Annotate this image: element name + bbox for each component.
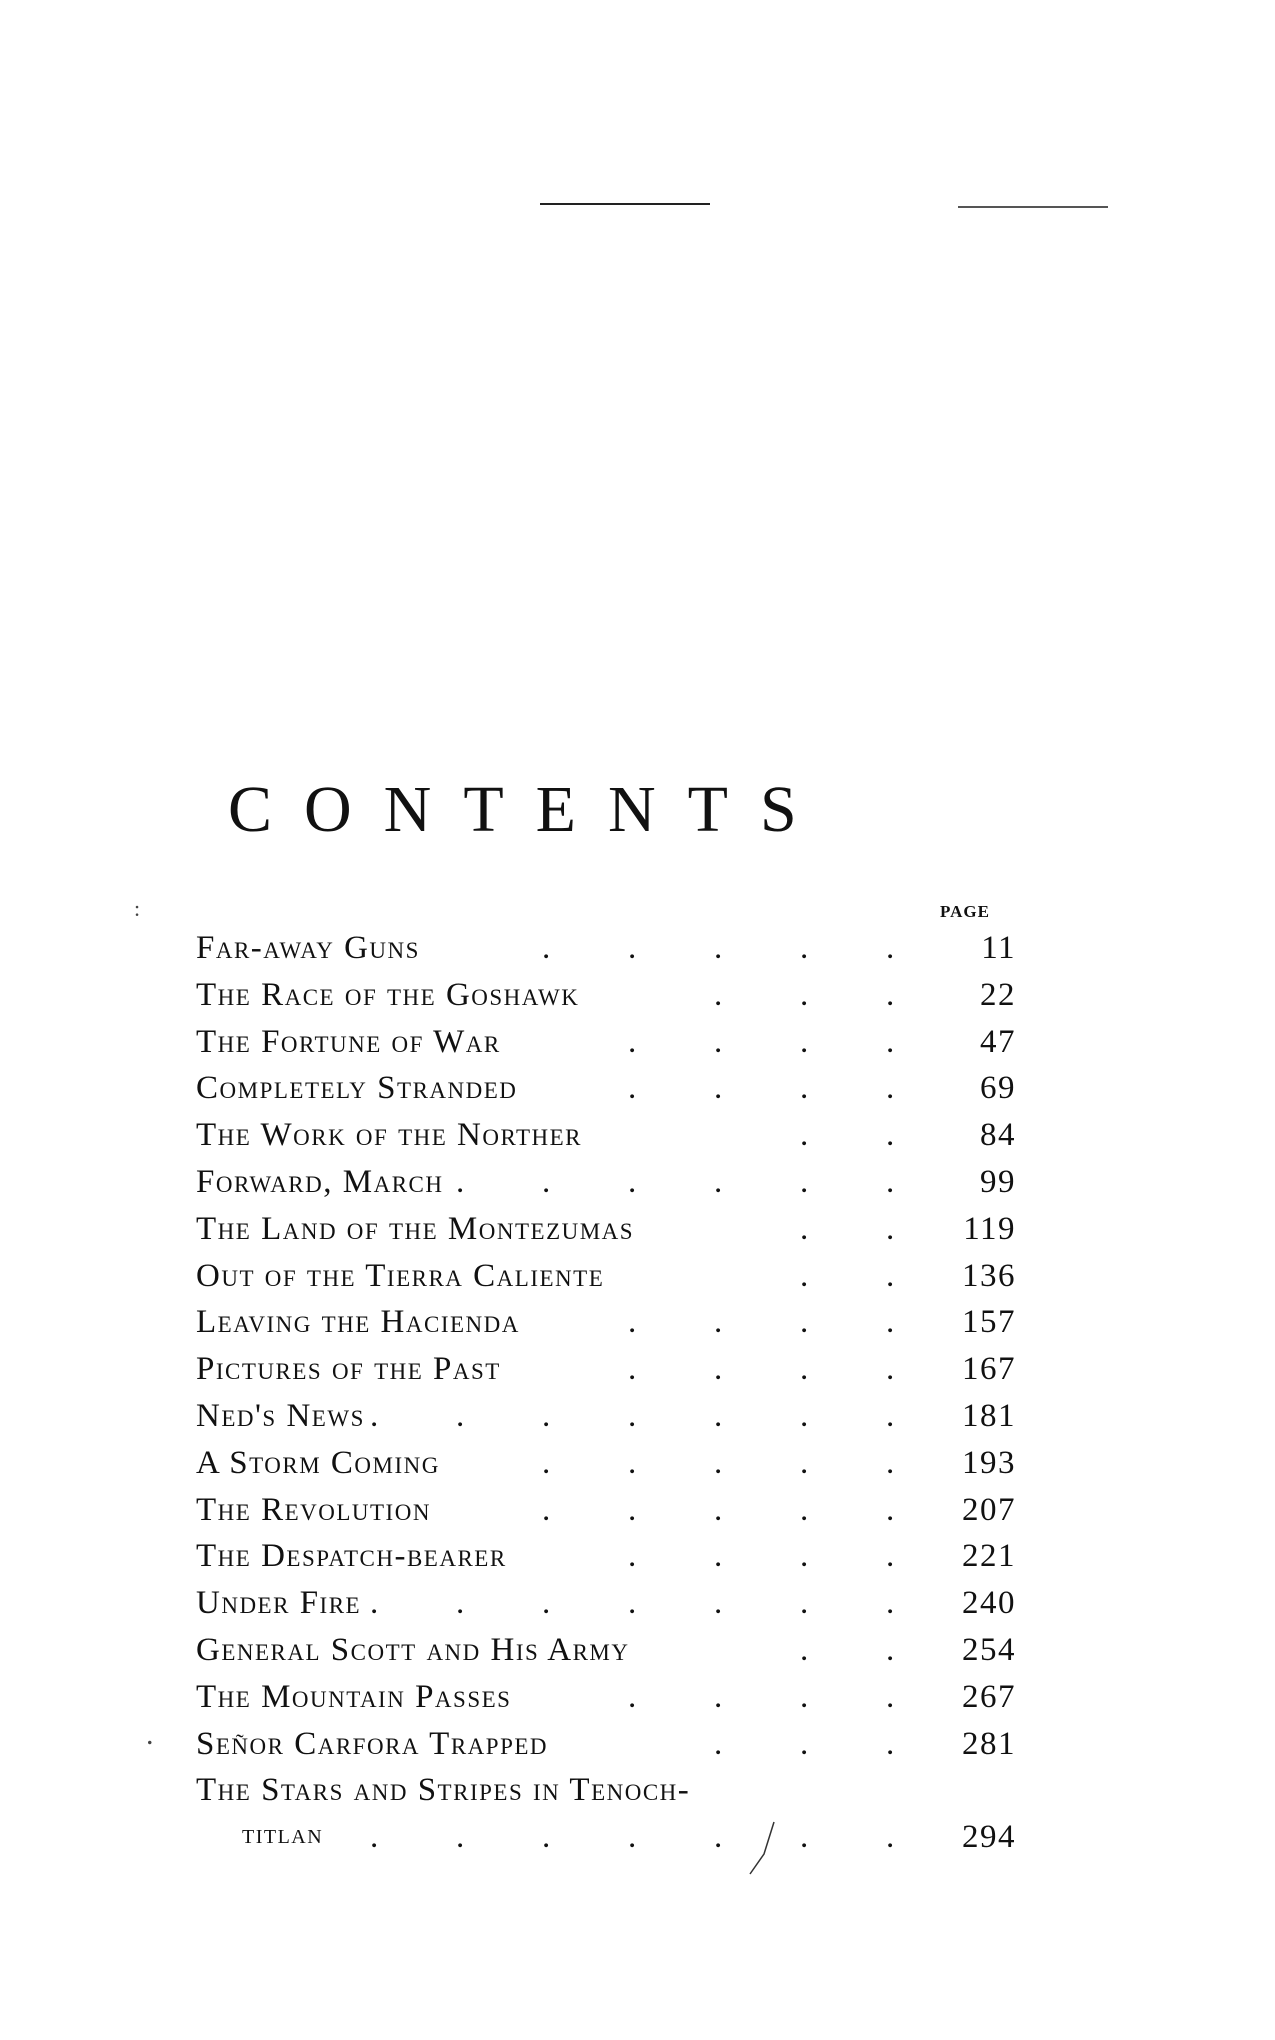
toc-entry-page: 167 [962,1351,1016,1388]
page-column-label: PAGE [940,902,990,921]
top-rule-right [958,206,1108,208]
leader-dot: . [628,1163,638,1200]
leader-dot: . [370,1819,380,1856]
toc-entry-page: 99 [980,1163,1016,1200]
leader-dot: . [800,930,810,966]
leader-dot: . [886,930,896,966]
toc-entry[interactable] [196,1585,1016,1632]
toc-entry-title: Far-away Guns [196,930,420,966]
leader-dot: . [714,1351,724,1388]
leader-dot: . [628,1491,638,1528]
leader-dot: . [886,1210,896,1247]
toc-entry[interactable] [196,1070,1016,1117]
toc-entry-page: 281 [962,1725,1016,1762]
leader-dot: . [886,1538,896,1575]
leader-dot: . [714,1444,724,1481]
leader-dot: . [800,1397,810,1434]
toc-entry-page: 294 [962,1819,1016,1856]
leader-dot: . [628,1585,638,1622]
toc-entry[interactable] [196,1772,1016,1819]
toc-entry[interactable] [196,1632,1016,1679]
leader-dot: . [628,1538,638,1575]
toc-entry-title: Under Fire [196,1585,362,1622]
toc-entry-page: 221 [962,1538,1016,1575]
leader-dot: . [628,1351,638,1388]
leader-dot: . [628,1397,638,1434]
toc-entry-page: 157 [962,1304,1016,1341]
leader-dot: . [714,1023,724,1060]
leader-dot: . [628,930,638,966]
leader-dot: . [886,1491,896,1528]
leader-dot: . [714,1070,724,1107]
leader-dot: . [886,1070,896,1107]
toc-entry[interactable] [196,1398,1016,1445]
leader-dot: . [628,1070,638,1107]
contents-title: CONTENTS [228,773,829,846]
toc-entry-title: Forward, March [196,1163,444,1200]
toc-entry-title: Completely Stranded [196,1070,518,1107]
leader-dot: . [800,1725,810,1762]
leader-dot: . [542,1397,552,1434]
leader-dot: . [714,1678,724,1715]
toc-entry-title: Señor Carfora Trapped [196,1725,549,1762]
leader-dot: . [800,1631,810,1668]
leader-dot: . [714,1163,724,1200]
toc-entry[interactable] [196,1492,1016,1539]
toc-entry-page: 47 [980,1023,1016,1060]
toc-entry-page: 181 [962,1397,1016,1434]
toc-entry[interactable] [196,1679,1016,1726]
toc-entry-title: The Work of the Norther [196,1117,582,1154]
leader-dot: . [800,1163,810,1200]
toc-entry-title: The Stars and Stripes in Tenoch- [196,1772,691,1809]
leader-dot: . [456,1163,466,1200]
leader-dot: . [800,1538,810,1575]
leader-dot: . [370,1585,380,1622]
leader-dot: . [886,1444,896,1481]
leader-dot: . [800,976,810,1013]
leader-dot: . [714,976,724,1013]
toc-entry[interactable] [196,1024,1016,1071]
toc-entry-page: 69 [980,1070,1016,1107]
toc-entry-page: 11 [981,930,1016,966]
toc-entry-title: Leaving the Hacienda [196,1304,520,1341]
leader-dot: . [800,1117,810,1154]
leader-dot: . [886,1397,896,1434]
leader-dot: . [800,1678,810,1715]
toc-entry[interactable] [196,1117,1016,1164]
handwritten-slash-mark [744,1818,784,1878]
toc-entry[interactable] [196,1164,1016,1211]
leader-dot: . [886,1117,896,1154]
toc-entry[interactable] [196,1211,1016,1258]
leader-dot: . [714,1304,724,1341]
leader-dot: . [886,1163,896,1200]
leader-dot: . [542,1585,552,1622]
leader-dot: . [456,1585,466,1622]
leader-dot: . [886,1304,896,1341]
leader-dot: . [800,1257,810,1294]
toc-entry[interactable] [196,1351,1016,1398]
leader-dot: . [800,1819,810,1856]
toc-entry-page: 193 [962,1444,1016,1481]
leader-dot: . [886,1631,896,1668]
leader-dot: . [628,1304,638,1341]
toc-entry[interactable] [196,1445,1016,1492]
toc-entry-title: Pictures of the Past [196,1351,501,1388]
leader-dot: . [542,1819,552,1856]
toc-entry-title: Out of the Tierra Caliente [196,1257,605,1294]
leader-dot: . [886,1678,896,1715]
top-rule-left [540,203,710,205]
leader-dot: . [800,1585,810,1622]
leader-dot: . [456,1819,466,1856]
toc-entry[interactable] [196,1258,1016,1305]
stray-mark-dot: . [146,1718,154,1751]
leader-dot: . [628,1444,638,1481]
leader-dot: . [886,976,896,1013]
toc-entry-page: 254 [962,1631,1016,1668]
toc-entry-title: The Fortune of War [196,1023,501,1060]
toc-entry-continuation[interactable] [196,1819,1016,1866]
leader-dot: . [800,1304,810,1341]
leader-dot: . [800,1023,810,1060]
leader-dot: . [456,1397,466,1434]
toc-entry-title: The Land of the Montezumas [196,1210,635,1247]
toc-entry[interactable] [196,1538,1016,1585]
toc-entry-title: A Storm Coming [196,1444,440,1481]
toc-entry-page: 136 [962,1257,1016,1294]
leader-dot: . [800,1491,810,1528]
leader-dot: . [542,1444,552,1481]
table-of-contents [196,930,1016,1866]
leader-dot: . [542,1491,552,1528]
toc-entry-title: The Mountain Passes [196,1678,512,1715]
leader-dot: . [800,1351,810,1388]
leader-dot: . [714,1538,724,1575]
toc-entry-page: 84 [980,1117,1016,1154]
toc-entry[interactable] [196,1726,1016,1773]
leader-dot: . [800,1210,810,1247]
leader-dot: . [800,1444,810,1481]
leader-dot: . [886,1023,896,1060]
toc-entry-title: The Despatch-bearer [196,1538,507,1575]
toc-entry[interactable] [196,977,1016,1024]
leader-dot: . [886,1351,896,1388]
toc-entry-title: The Revolution [196,1491,431,1528]
toc-entry-title: General Scott and His Army [196,1631,630,1668]
toc-entry-page: 240 [962,1585,1016,1622]
leader-dot: . [628,1819,638,1856]
leader-dot: . [714,1397,724,1434]
leader-dot: . [714,1491,724,1528]
leader-dot: . [542,1163,552,1200]
leader-dot: . [542,930,552,966]
leader-dot: . [886,1257,896,1294]
toc-entry-page: 207 [962,1491,1016,1528]
leader-dot: . [714,1585,724,1622]
leader-dot: . [714,930,724,966]
leader-dot: . [628,1023,638,1060]
leader-dot: . [370,1397,380,1434]
toc-entry-title: The Race of the Goshawk [196,976,580,1013]
leader-dot: . [800,1070,810,1107]
stray-mark-colon: : [134,896,141,921]
leader-dot: . [714,1819,724,1856]
toc-entry-page: 267 [962,1678,1016,1715]
leader-dot: . [714,1725,724,1762]
leader-dot: . [886,1819,896,1856]
toc-entry-title: titlan [242,1819,324,1851]
leader-dot: . [886,1725,896,1762]
toc-entry-page: 22 [980,976,1016,1013]
toc-entry-page: 119 [963,1210,1016,1247]
toc-entry-title: Ned's News [196,1397,365,1434]
leader-dot: . [886,1585,896,1622]
leader-dot: . [628,1678,638,1715]
toc-entry[interactable] [196,930,1016,977]
toc-entry[interactable] [196,1304,1016,1351]
